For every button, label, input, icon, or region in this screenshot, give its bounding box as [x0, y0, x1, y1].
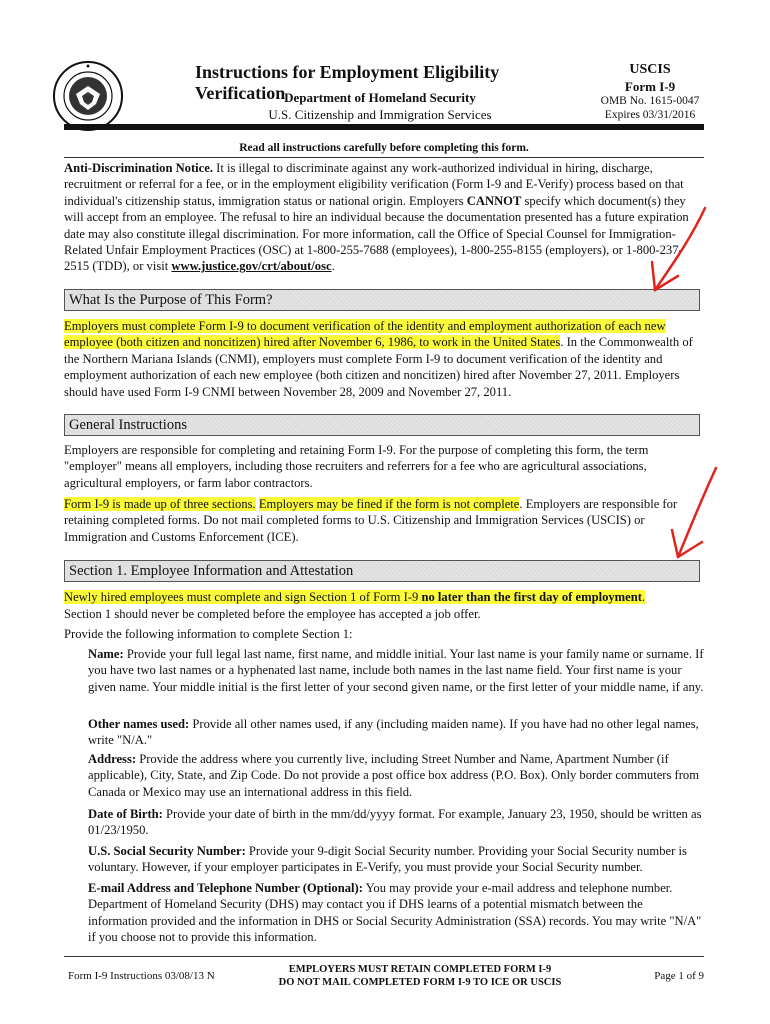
dhs-seal-icon: [52, 60, 124, 132]
item-name: Name: Provide your full legal last name, first name, and middle initial. Your last name is your family name or surname. If you have two last names or a hyphenated last name, include both names in the last name field. Your first name is your given name. Your middle initial is the first letter of your second given name, or the first letter of your middle name, if any.: [88, 647, 704, 694]
highlighted-text: Form I-9 is made up of three sections.: [64, 497, 256, 511]
highlighted-text: Employers must complete Form I-9 to document verification of the identity and employment authorization of each new employee (both citizen and noncitizen) hired after November 6, 1986, to work in the United States: [64, 319, 666, 350]
item-ssn: U.S. Social Security Number: Provide your 9-digit Social Security number. Providing your Social Security number is voluntary. However, if your employer participates in E-Verify, you must provide your Social Security number.: [88, 844, 687, 875]
anti-discrimination-label: Anti-Discrimination Notice.: [64, 161, 214, 175]
section-heading-general: General Instructions: [64, 414, 700, 436]
omb-number: OMB No. 1615-0047: [600, 95, 700, 107]
footer-form-id: Form I-9 Instructions 03/08/13 N: [68, 970, 215, 982]
highlighted-text: Employers may be fined if the form is not complete: [258, 497, 520, 511]
section1-intro: [64, 589, 704, 605]
cannot-emphasis: CANNOT: [466, 193, 522, 208]
section1-job-offer-note: Section 1 should never be completed before the employee has accepted a job offer.: [64, 607, 481, 621]
general-paragraph-1: Employers are responsible for completing and retaining Form I-9. For the purpose of completing this form, the term "employer" means all employers, including those recruiters and referrers for a fee who are agricultural associations, agricultural employers, or farm labor contractors.: [64, 443, 649, 490]
page-number: Page 1 of 9: [654, 970, 704, 982]
section1-provide-intro: Provide the following information to complete Section 1:: [64, 627, 353, 641]
general-paragraph-2: Form I-9 is made up of three sections. Employers may be fined if the form is not complete. Employers are responsible for retaining completed forms. Do not mail completed forms to U.S. Citizenship and Immigration Services (USCIS) or Immigration and Customs Enforcement (ICE).: [64, 497, 678, 544]
purpose-paragraph: Employers must complete Form I-9 to document verification of the identity and employment authorization of each new employee (both citizen and noncitizen) hired after November 6, 1986, to work in the United States. In the Commonwealth of the Northern Mariana Islands (CNMI), employers must complete Form I-9 to document verification of the identity and employment authorization of each new employee (both citizen and noncitizen) hired after November 27, 2011. Employers should have used Form I-9 CNMI between November 28, 2009 and November 27, 2011.: [64, 319, 693, 399]
header-thin-divider: [64, 157, 704, 158]
section-heading-section1: Section 1. Employee Information and Attestation: [64, 560, 700, 582]
item-date-of-birth: Date of Birth: Provide your date of birth in the mm/dd/yyyy format. For example, January 23, 1950, should be written as 01/23/1950.: [88, 807, 702, 838]
read-all-notice: Read all instructions carefully before completing this form.: [239, 142, 529, 154]
footer-divider: [64, 956, 704, 957]
highlighted-text: Newly hired employees must complete and sign Section 1 of Form I-9 no later than the first day of employment.: [64, 590, 646, 604]
uscis-label: USCIS: [629, 62, 671, 77]
section-heading-purpose: What Is the Purpose of This Form?: [64, 289, 700, 311]
agency-name: U.S. Citizenship and Immigration Services: [268, 107, 492, 122]
form-number: Form I-9: [624, 79, 676, 94]
item-other-names: Other names used: Provide all other names used, if any (including maiden name). If you have had no other legal names, write "N/A.": [88, 717, 699, 748]
footer-retention-notice: EMPLOYERS MUST RETAIN COMPLETED FORM I-9 DO NOT MAIL COMPLETED FORM I-9 TO ICE OR USCIS: [278, 964, 562, 988]
page-title: Instructions for Employment Eligibility Verification: [195, 62, 500, 103]
item-email-phone: E-mail Address and Telephone Number (Optional): You may provide your e-mail address and telephone number. Department of Homeland Security (DHS) may contact you if DHS learns of a potential mismatch between the information provided and the information in DHS or Social Security Administration (SSA) records. You may write "N/A" if you choose not to provide this information.: [88, 881, 702, 945]
department-name: Department of Homeland Security: [284, 90, 476, 105]
header-divider-bar: [64, 124, 704, 130]
item-address: Address: Provide the address where you currently live, including Street Number and Name, Apartment Number (if applicable), City, State, and Zip Code. Do not provide a post office box address (P.O. Box). Only border commuters from Canada or Mexico may use an international address in this field.: [88, 752, 700, 799]
anti-discrimination-notice: Anti-Discrimination Notice. It is illegal to discriminate against any work-authorized individual in hiring, discharge, recruitment or referral for a fee, or in the employment eligibility verification (Form I-9 and E-Verify) process based on that individual's citizenship status, immigration status or national origin. Employers CANNOT specify which document(s) they will accept from an employee. The refusal to hire an individual because the documentation presented has a future expiration date may also constitute illegal discrimination. For more information, call the Office of Special Counsel for Immigration-Related Unfair Employment Practices (OSC) at 1-800-255-7688 (employees), 1-800-255-8155 (employers), or 1-800-237-2515 (TDD), or visit www.justice.gov/crt/about/osc.: [64, 161, 689, 274]
osc-link[interactable]: www.justice.gov/crt/about/osc: [171, 259, 332, 274]
expiration-date: Expires 03/31/2016: [604, 109, 696, 121]
